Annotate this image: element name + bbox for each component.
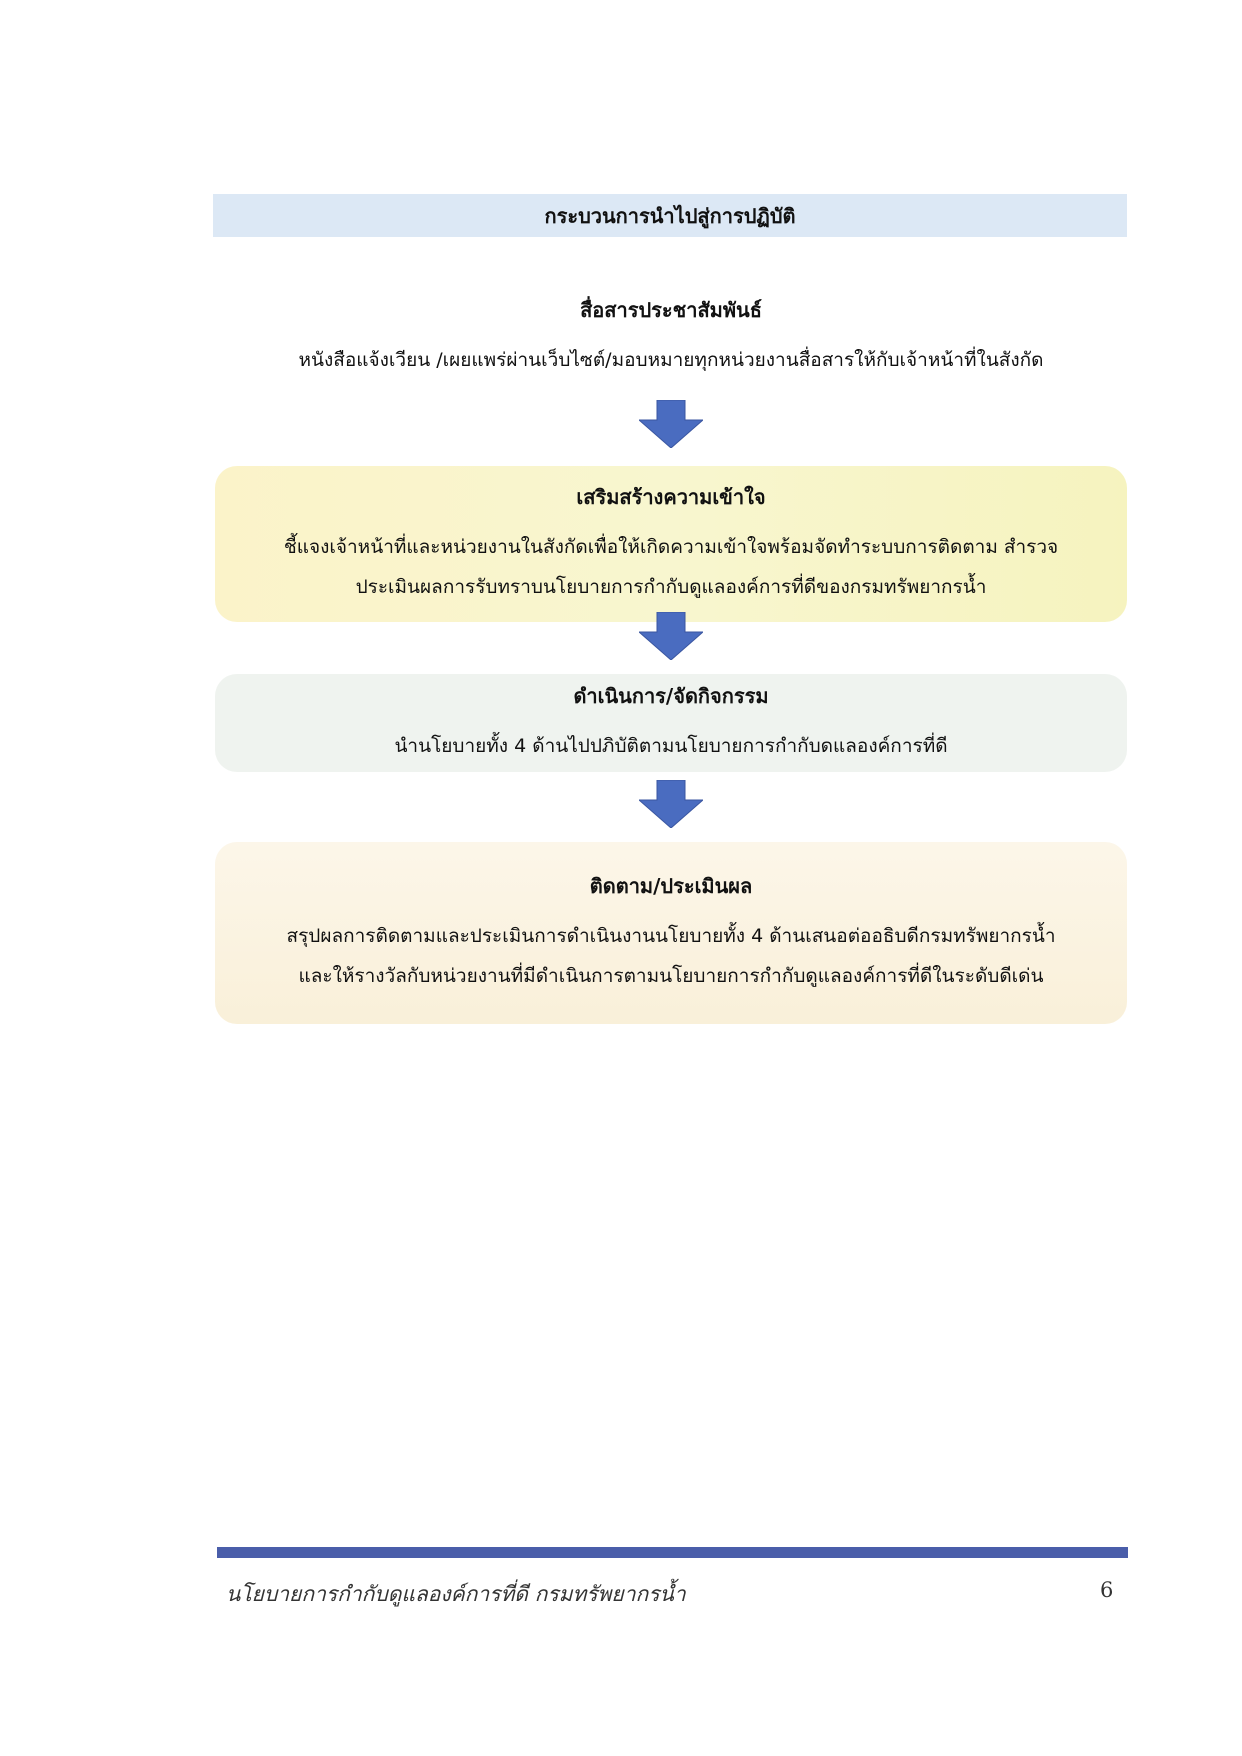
step-text-line: ประเมินผลการรับทราบนโยบายการกำกับดูแลองค์การที่ดีของกรมทรัพยากรน้ำ: [355, 576, 987, 598]
down-arrow-icon: [639, 400, 703, 448]
step-understanding: [215, 466, 1127, 622]
section-title: กระบวนการนำไปสู่การปฏิบัติ: [544, 203, 796, 228]
step-activities: [215, 674, 1127, 772]
step-text-line: หนังสือแจ้งเวียน /เผยแพร่ผ่านเว็บไซต์/มอบหมายทุกหน่วยงานสื่อสารให้กับเจ้าหน้าที่ในสังกัด: [298, 349, 1044, 371]
step-text-line: สรุปผลการติดตามและประเมินการดำเนินงานนโยบายทั้ง 4 ด้านเสนอต่ออธิบดีกรมทรัพยากรน้ำ: [286, 925, 1056, 947]
step-communicate: [215, 278, 1127, 396]
down-arrow-icon: [639, 612, 703, 660]
footer-rule: [217, 1547, 1128, 1558]
step-evaluate: [215, 842, 1127, 1024]
page-number: 6: [1100, 1578, 1114, 1602]
section-title-bar: [213, 194, 1127, 237]
step-heading: ดำเนินการ/จัดกิจกรรม: [573, 684, 769, 708]
step-heading: ติดตาม/ประเมินผล: [589, 874, 753, 898]
step-text-line: และให้รางวัลกับหน่วยงานที่มีดำเนินการตามนโยบายการกำกับดูแลองค์การที่ดีในระดับดีเด่น: [298, 965, 1044, 987]
footer-text: นโยบายการกำกับดูแลองค์การที่ดี กรมทรัพยากรน้ำ: [226, 1582, 686, 1606]
step-heading: เสริมสร้างความเข้าใจ: [576, 485, 766, 509]
down-arrow-icon: [639, 780, 703, 828]
step-text-line: นำนโยบายทั้ง 4 ด้านไปปภิบัติตามนโยบายการกำกับดแลองค์การที่ดี: [394, 735, 948, 757]
step-heading: สื่อสารประชาสัมพันธ์: [580, 298, 762, 322]
step-text-line: ชี้แจงเจ้าหน้าที่และหน่วยงานในสังกัดเพื่อให้เกิดความเข้าใจพร้อมจัดทำระบบการติดตาม สำรวจ: [283, 536, 1059, 558]
